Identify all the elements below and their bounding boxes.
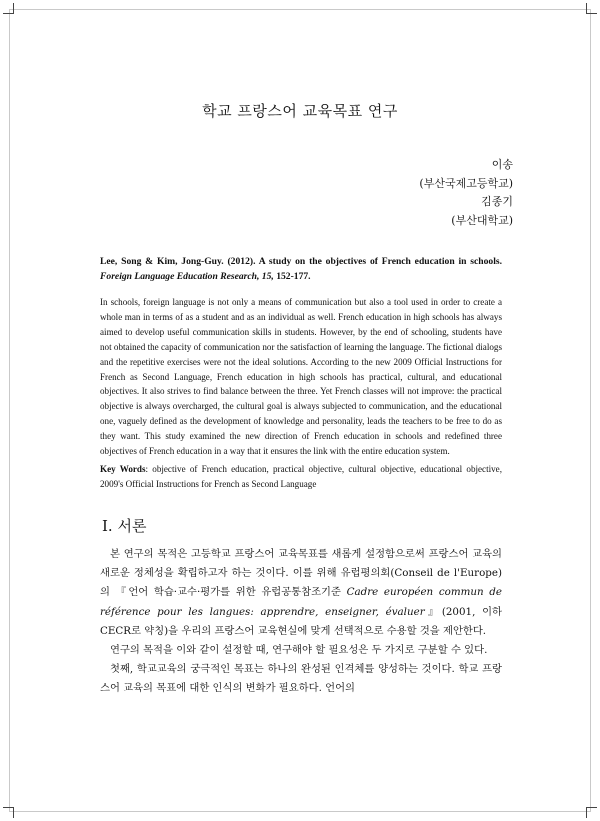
citation-main: Lee, Song & Kim, Jong-Guy. (2012). A study on the objectives of French education in schools. — [100, 256, 502, 267]
citation-pages: 152-177. — [276, 271, 311, 282]
keywords-text: : objective of French education, practical objective, cultural objective, educational objective, 2009's Official Instructions for French as Second Language — [100, 464, 502, 489]
body-paragraph: 첫째, 학교교육의 궁극적인 목표는 하나의 완성된 인격체를 양성하는 것이다. 학교 프랑스어 교육의 목표에 대한 인식의 변화가 필요하다. 언어의 — [100, 663, 502, 695]
body-paragraph: 본 연구의 목적은 고등학교 프랑스어 교육목표를 새롭게 설정함으로써 프랑스어 교육의 새로운 정체성을 확립하고자 하는 것이다. 이를 위해 유럽평의회(Conseil de l'Europe)의 『언어 학습·교수·평가를 위한 유럽공통참조기준 Cadre européen commun de référence pour les langues: apprendre, enseigner, évaluer』(2001, 이하 CECR로 약칭)을 우리의 프랑스어 교육현실에 맞게 선택적으로 수용할 것을 제안한다. — [100, 548, 502, 637]
body-paragraph: 연구의 목적을 이와 같이 설정할 때, 연구해야 할 필요성은 두 가지로 구분할 수 있다. — [110, 644, 488, 657]
author-affiliation: (부산국제고등학교) — [419, 176, 513, 190]
section-heading: Ⅰ. 서론 — [102, 517, 147, 535]
keywords — [100, 462, 502, 492]
body-text — [100, 545, 502, 699]
crop-mark-bottom-left — [3, 807, 14, 818]
french-title-italic: Cadre européen commun de référence pour les langues: apprendre, enseigner, évaluer — [100, 586, 502, 618]
citation-journal: Foreign Language Education Research, 15, — [100, 271, 274, 282]
crop-mark-top-right — [586, 3, 597, 14]
author-block — [419, 156, 513, 230]
author-name: 이송 — [491, 158, 513, 171]
crop-mark-bottom-right — [586, 807, 597, 818]
keywords-label: Key Words — [100, 464, 146, 474]
paper-title: 학교 프랑스어 교육목표 연구 — [202, 102, 398, 120]
crop-mark-top-left — [3, 3, 14, 14]
abstract: In schools, foreign language is not only a means of communication but also a tool used in order to create a whole man in terms of as a student and as an individual as well. French education in high schools has always aimed to develop useful communication skills in students. However, by the end of schooling, students have not obtained the capacity of communication nor the satisfaction of learning the language. The fictional dialogs and the repetitive exercises were not the ideal solutions. According to the new 2009 Official Instructions for French as Second Language, French education in high schools has practical, cultural, and educational objectives. It also strives to find balance between the three. Yet French classes will not improve: the practical objective is always overcharged, the cultural goal is always subjected to communication, and the educational one, vaguely defined as the development of knowledge and personality, leads the teachers to be free to do as they want. This study examined the new direction of French education in schools and redefined three objectives of French education in a way that it ensures the link with the entire education system. — [100, 297, 502, 457]
citation — [100, 254, 502, 284]
author-affiliation: (부산대학교) — [451, 213, 513, 227]
author-name: 김종기 — [481, 195, 513, 208]
